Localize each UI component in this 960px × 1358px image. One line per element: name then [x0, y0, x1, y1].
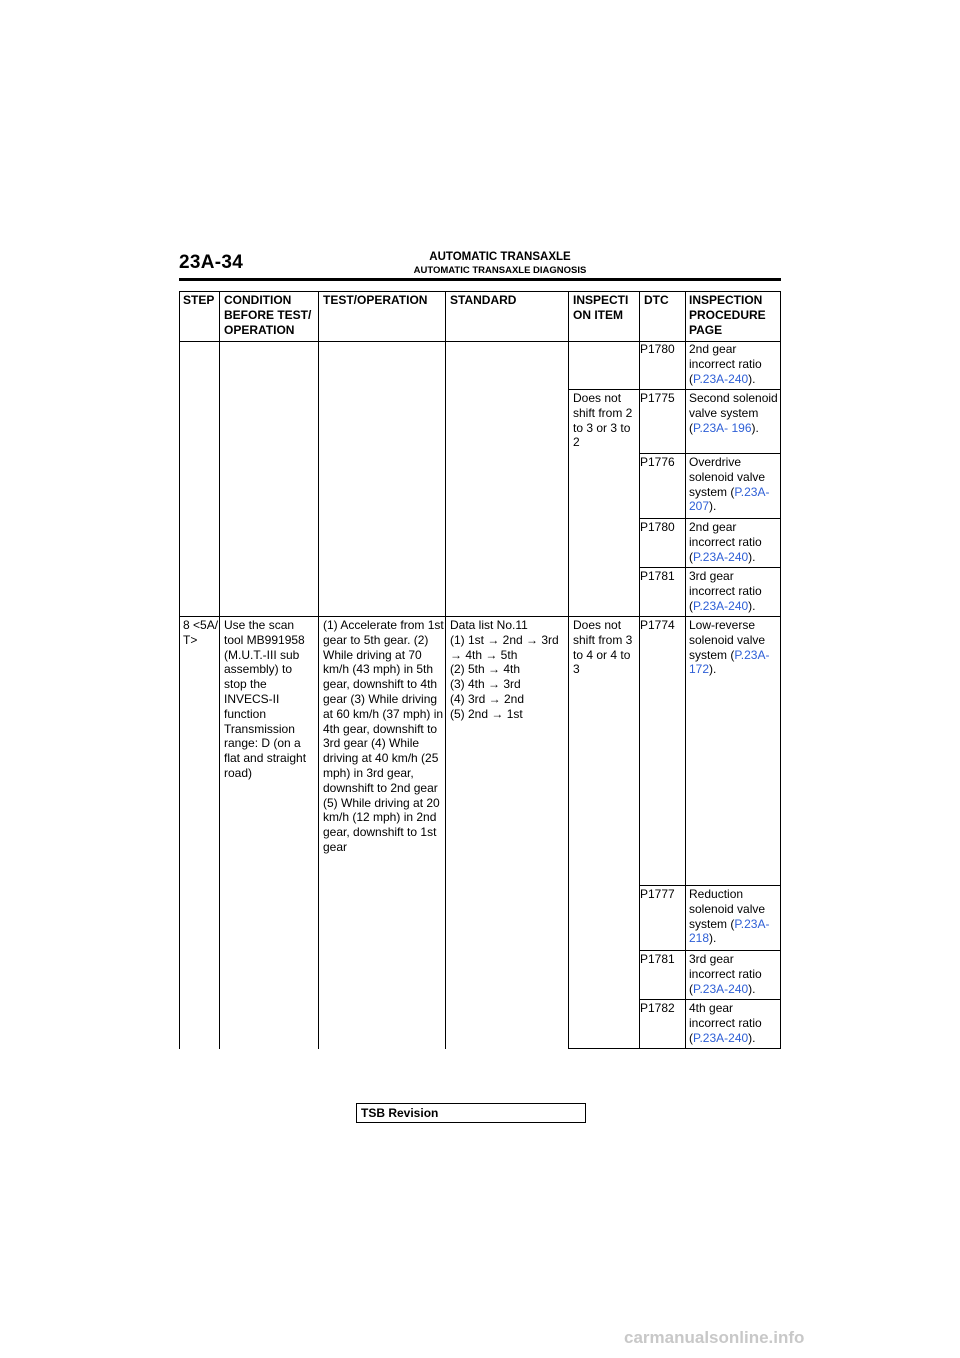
column-border: [780, 291, 781, 1049]
column-border: [219, 291, 220, 1049]
procedure-reference: [689, 569, 779, 613]
procedure-reference: [689, 1001, 779, 1045]
dtc-code: P1776: [640, 455, 675, 469]
test-operation: (1) Accelerate from 1st gear to 5th gear. (2) While driving at 70 km/h (43 mph) in 5th gear, downshift to 4th gear (3) While driving at 60 km/h (37 mph) in 4th gear, downshift to 3rd gear (4) While driving at 40 km/h (25 mph) in 3rd gear, downshift to 2nd gear (5) While driving at 20 km/h (12 mph) in 2nd gear, downshift to 1st gear: [323, 618, 444, 854]
page-link[interactable]: P.23A- 196: [693, 420, 752, 435]
row-divider: [639, 453, 781, 454]
standard-line: (4) 3rd → 2nd: [450, 691, 525, 706]
standard-line: (2) 5th → 4th: [450, 662, 521, 677]
procedure-text-end: ).: [748, 549, 756, 564]
step-number: 8 <5A/ T>: [183, 618, 219, 647]
page-link[interactable]: P.23A-240: [693, 549, 749, 564]
page-link[interactable]: P.23A-240: [693, 598, 749, 613]
column-header-procedure-page: INSPECTION PROCEDURE PAGE: [689, 293, 766, 337]
dtc-code: P1781: [640, 569, 675, 583]
page-link[interactable]: P.23A-240: [693, 371, 749, 386]
procedure-reference: [689, 455, 779, 514]
procedure-text: Low-reverse solenoid valve system (: [689, 618, 766, 662]
column-border: [179, 291, 180, 1049]
procedure-text: Second solenoid valve system (: [689, 391, 778, 435]
section-title: AUTOMATIC TRANSAXLE: [429, 251, 571, 263]
procedure-text: Reduction solenoid valve system (: [689, 887, 766, 931]
procedure-text-end: ).: [709, 931, 717, 946]
column-header-dtc: DTC: [644, 293, 669, 307]
procedure-reference: [689, 342, 779, 386]
dtc-code: P1780: [640, 520, 675, 534]
dtc-code: P1775: [640, 391, 675, 405]
standard-line: Data list No.11: [450, 618, 528, 632]
row-divider: [639, 567, 781, 568]
procedure-text-end: ).: [709, 499, 717, 514]
dtc-code: P1782: [640, 1001, 675, 1015]
column-header-standard: STANDARD: [450, 293, 517, 307]
row-divider: [568, 1048, 781, 1049]
standard: [450, 618, 568, 722]
dtc-code: P1780: [640, 342, 675, 356]
page-link[interactable]: P.23A-240: [693, 1030, 749, 1045]
tsb-revision-box: [356, 1103, 586, 1123]
dtc-code: P1777: [640, 887, 675, 901]
page-link[interactable]: P.23A- 207: [689, 484, 770, 514]
procedure-text-end: ).: [751, 420, 759, 435]
condition-before-test: Use the scan tool MB991958 (M.U.T.-III sub assembly) to stop the INVECS-II function Transmission range: D (on a flat and straight road): [224, 618, 307, 780]
dtc-code: P1781: [640, 952, 675, 966]
diagnosis-table: [179, 291, 781, 1049]
table-top-border: [179, 291, 781, 292]
page-link[interactable]: P.23A-240: [693, 981, 749, 996]
column-border: [318, 291, 319, 1049]
row-divider: [639, 885, 781, 886]
procedure-text-end: ).: [709, 662, 717, 677]
header-rule: [179, 278, 781, 281]
page-link[interactable]: P.23A- 172: [689, 647, 770, 677]
column-border: [568, 291, 569, 1049]
column-header-test-operation: TEST/OPERATION: [323, 293, 428, 307]
row-divider: [568, 389, 781, 390]
inspection-item: Does not shift from 3 to 4 or 4 to 3: [573, 618, 633, 677]
procedure-reference: [689, 952, 779, 996]
procedure-text: 2nd gear incorrect ratio (: [689, 520, 762, 564]
row-divider: [639, 950, 781, 951]
procedure-reference: [689, 618, 779, 677]
procedure-text: 4th gear incorrect ratio (: [689, 1001, 762, 1045]
procedure-text-end: ).: [748, 981, 756, 996]
procedure-text: 2nd gear incorrect ratio (: [689, 342, 762, 386]
subsection-title: AUTOMATIC TRANSAXLE DIAGNOSIS: [413, 265, 587, 276]
page-number: 23A-34: [179, 252, 244, 273]
procedure-text-end: ).: [748, 1030, 756, 1045]
tsb-revision-label: TSB Revision: [361, 1106, 439, 1120]
column-header-inspection-item: INSPECTI ON ITEM: [573, 293, 629, 322]
standard-line: (5) 2nd → 1st: [450, 706, 523, 721]
procedure-text: Overdrive solenoid valve system (: [689, 455, 766, 499]
procedure-text: 3rd gear incorrect ratio (: [689, 952, 762, 996]
column-header-condition: CONDITION BEFORE TEST/ OPERATION: [224, 293, 312, 337]
column-border: [685, 291, 686, 1049]
watermark: carmanualsonline.info: [624, 1328, 805, 1347]
row-divider: [639, 518, 781, 519]
procedure-text-end: ).: [748, 371, 756, 386]
inspection-item: Does not shift from 2 to 3 or 3 to 2: [573, 391, 633, 450]
procedure-text-end: ).: [748, 598, 756, 613]
row-divider: [639, 999, 781, 1000]
page-link[interactable]: P.23A- 218: [689, 916, 770, 946]
procedure-reference: [689, 391, 779, 435]
procedure-reference: [689, 520, 779, 564]
procedure-reference: [689, 887, 779, 946]
standard-line: (3) 4th → 3rd: [450, 677, 521, 692]
standard-line: → 4th → 5th: [450, 647, 518, 662]
column-header-step: STEP: [183, 293, 215, 307]
procedure-text: 3rd gear incorrect ratio (: [689, 569, 762, 613]
standard-line: (1) 1st → 2nd → 3rd: [450, 632, 559, 647]
column-border: [445, 291, 446, 1049]
row-divider: [179, 616, 781, 617]
dtc-code: P1774: [640, 618, 675, 632]
